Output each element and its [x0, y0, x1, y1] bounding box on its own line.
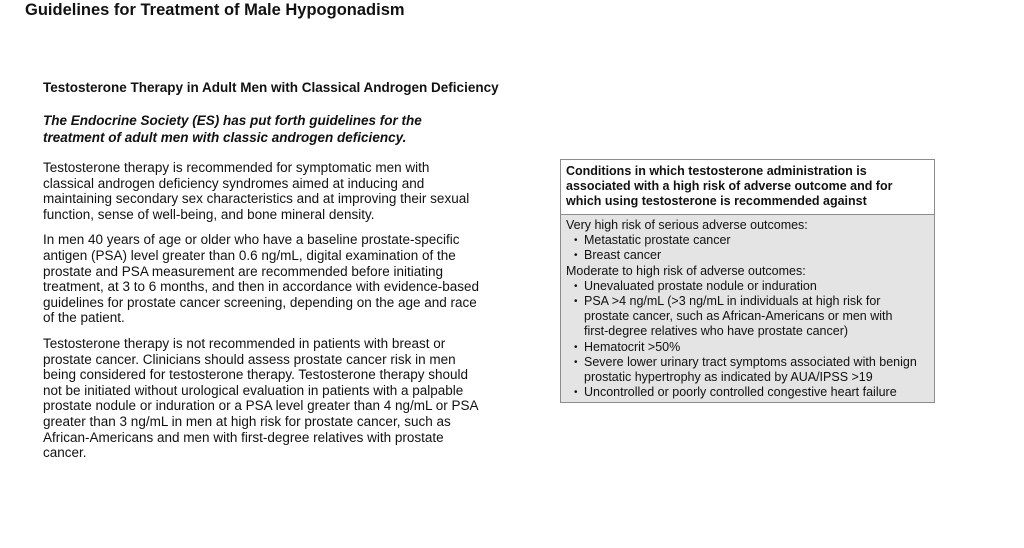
risk-group-moderate-high	[566, 264, 929, 401]
condition-item: • Hematocrit >50%	[574, 340, 929, 355]
guideline-text	[43, 160, 483, 471]
risk-group-label: Very high risk of serious adverse outcomes:	[566, 218, 808, 232]
paragraph-indication: Testosterone therapy is recommended for symptomatic men with classical androgen deficiency syndromes aimed at inducing and maintaining secondary sex characteristics and at improving their sexual function, sense of well-being, and bone mineral density.	[43, 160, 470, 222]
condition-item: • Metastatic prostate cancer	[574, 233, 929, 248]
risk-group-very-high	[566, 218, 929, 264]
condition-item: • Severe lower urinary tract symptoms associated with benign prostatic hypertrophy as indicated by AUA/IPSS >19	[574, 355, 929, 385]
condition-item: • PSA >4 ng/mL (>3 ng/mL in individuals at high risk for prostate cancer, such as African-Americans or men with first-degree relatives who have prostate cancer)	[574, 294, 896, 340]
conditions-box	[560, 159, 935, 403]
risk-group-label: Moderate to high risk of adverse outcomes:	[566, 263, 806, 278]
paragraph-contraindications: Testosterone therapy is not recommended in patients with breast or prostate cancer. Clinicians should assess prostate cancer risk in men being considered for testosterone therapy. Testosterone therapy should not be initiated without urological evaluation in patients with a palpable prostate nodule or induration or a PSA level greater than 4 ng/mL or PSA greater than 3 ng/mL in men at high risk for prostate cancer, such as African-Americans and men with first-degree relatives with prostate cancer.	[43, 335, 478, 461]
condition-item: • Uncontrolled or poorly controlled congestive heart failure	[574, 385, 929, 400]
intro-statement: The Endocrine Society (ES) has put forth guidelines for the treatment of adult men with classic androgen deficiency.	[43, 113, 422, 145]
section-heading: Testosterone Therapy in Adult Men with Classical Androgen Deficiency	[43, 80, 499, 95]
conditions-box-header: Conditions in which testosterone administration is associated with a high risk of adverse outcome and for which using testosterone is recommended against	[561, 160, 934, 215]
page-title: Guidelines for Treatment of Male Hypogonadism	[25, 1, 405, 19]
paragraph-psa-monitoring: In men 40 years of age or older who have a baseline prostate-specific antigen (PSA) level greater than 0.6 ng/mL, digital examination of the prostate and PSA measurement are recommended before initiating treatment, at 3 to 6 months, and then in accordance with evidence-based guidelines for prostate cancer screening, depending on the age and race of the patient.	[43, 232, 480, 326]
conditions-box-body	[561, 215, 934, 402]
condition-item: • Unevaluated prostate nodule or induration	[574, 279, 929, 294]
condition-item: • Breast cancer	[574, 248, 929, 263]
